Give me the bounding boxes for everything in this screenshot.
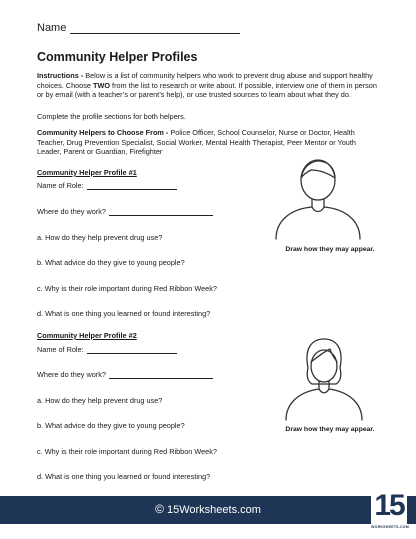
profile-1-name-of-role[interactable] bbox=[37, 181, 177, 190]
logo-number: 15 bbox=[374, 489, 404, 522]
instructions-bold-word: TWO bbox=[92, 80, 111, 90]
profile-2-name-of-role[interactable] bbox=[37, 345, 177, 354]
profile-2-name-of-role-label: Name of Role: bbox=[37, 345, 84, 354]
profile-2-question-b: b. What advice do they give to young people? bbox=[37, 421, 185, 430]
profile-1-where-work[interactable] bbox=[37, 207, 213, 216]
profile-2-question-c: c. Why is their role important during Red Ribbon Week? bbox=[37, 447, 217, 456]
female-figure-drawing bbox=[278, 336, 370, 422]
profile-1-draw-caption: Draw how they may appear. bbox=[285, 246, 375, 253]
profile-2-question-a: a. How do they help prevent drug use? bbox=[37, 396, 163, 405]
helpers-list-label: Community Helpers to Choose From - bbox=[37, 128, 169, 137]
instructions-paragraph bbox=[37, 71, 381, 100]
profile-1-question-c: c. Why is their role important during Red Ribbon Week? bbox=[37, 284, 217, 293]
profile-1-where-work-label: Where do they work? bbox=[37, 207, 106, 216]
footer-site-link[interactable] bbox=[0, 502, 416, 516]
profile-2-draw-caption: Draw how they may appear. bbox=[285, 426, 375, 433]
profile-2-heading: Community Helper Profile #2 bbox=[37, 331, 137, 340]
profile-1-question-d: d. What is one thing you learned or found interesting? bbox=[37, 309, 211, 318]
profile-2-where-work-blank[interactable] bbox=[109, 371, 213, 379]
copyright-icon: © bbox=[155, 502, 164, 516]
profile-2-where-work-label: Where do they work? bbox=[37, 370, 106, 379]
profile-1-question-b: b. What advice do they give to young people? bbox=[37, 258, 185, 267]
name-blank-line[interactable] bbox=[70, 23, 240, 34]
name-field[interactable] bbox=[37, 22, 240, 34]
profile-2-where-work[interactable] bbox=[37, 370, 213, 379]
profile-1-name-of-role-label: Name of Role: bbox=[37, 181, 84, 190]
footer-site-text: 15Worksheets.com bbox=[166, 504, 261, 516]
male-figure-drawing bbox=[268, 153, 368, 241]
profile-2-name-of-role-blank[interactable] bbox=[87, 346, 177, 354]
name-label: Name bbox=[37, 22, 67, 34]
instructions-text-a: Below is a list of community helpers who work to prevent drug abuse and support healthy choices. Choose bbox=[37, 71, 373, 90]
profile-1-question-a: a. How do they help prevent drug use? bbox=[37, 233, 163, 242]
page-title: Community Helper Profiles bbox=[37, 50, 198, 64]
complete-text: Complete the profile sections for both helpers. bbox=[37, 112, 186, 121]
profile-1-where-work-blank[interactable] bbox=[109, 208, 213, 216]
helpers-list-text: Police Officer, School Counselor, Nurse or Doctor, Health Teacher, Drug Prevention Specialist, Social Worker, Mental Health Therapist, Peer Mentor or Youth Leader, Parent or Guardian, Firefighter bbox=[37, 128, 356, 157]
profile-2-question-d: d. What is one thing you learned or found interesting? bbox=[37, 472, 211, 481]
profile-1-name-of-role-blank[interactable] bbox=[87, 182, 177, 190]
instructions-text-b: from the list to research or write about. If possible, interview one of them in person or by email (with a teacher’s or parent’s help), or use trusted sources to learn about what they do. bbox=[37, 80, 377, 100]
profile-1-heading: Community Helper Profile #1 bbox=[37, 168, 137, 177]
logo-subtext: WORKSHEETS.COM bbox=[371, 525, 409, 529]
instructions-label: Instructions - bbox=[37, 71, 84, 80]
